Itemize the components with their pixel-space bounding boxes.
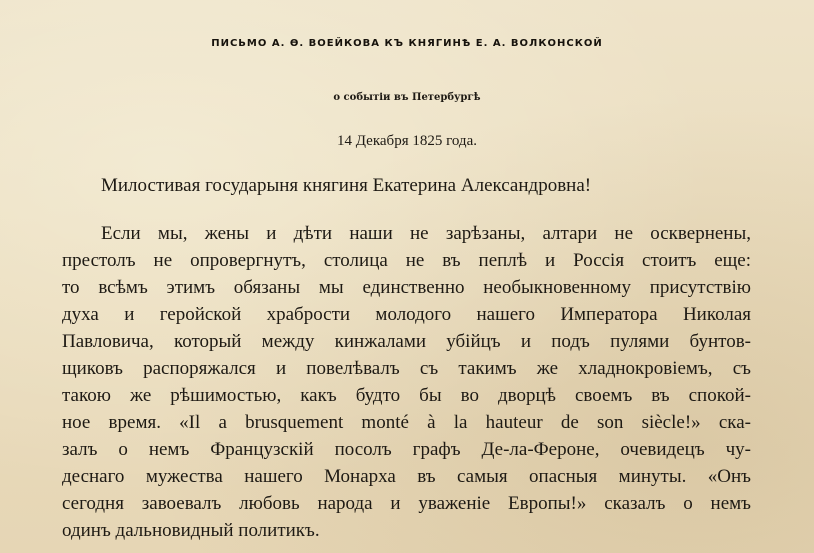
- body-line: залъ о немъ Французскій посолъ графъ Де-ла-Фероне, очевидецъ чу-: [62, 439, 751, 460]
- body-line: одинъ дальновидный политикъ.: [62, 520, 320, 541]
- body-line: щиковъ распоряжался и повелѣвалъ съ такимъ же хладнокровіемъ, съ: [62, 358, 751, 379]
- letter-date: 14 Декабря 1825 года.: [337, 133, 477, 149]
- letter-subtitle: о событіи въ Петербургѣ: [333, 92, 481, 103]
- body-line: деснаго мужества нашего Монарха въ самыя опасныя минуты. «Онъ: [62, 466, 751, 487]
- body-line: то всѣмъ этимъ обязаны мы единственно необыкновенному присутствію: [62, 277, 751, 298]
- body-line: Если мы, жены и дѣти наши не зарѣзаны, алтари не осквернены,: [101, 223, 751, 244]
- body-line: такою же рѣшимостью, какъ будто бы во дворцѣ своемъ въ спокой-: [62, 385, 751, 406]
- body-line: Павловича, который между кинжалами убійцъ и подъ пулями бунтов-: [62, 331, 751, 352]
- body-line: ное время. «Il a brusquement monté à la hauteur de son siècle!» ска-: [62, 412, 751, 433]
- letter-greeting: Милостивая государыня княгиня Екатерина Александровна!: [101, 175, 592, 196]
- body-line: престолъ не опровергнутъ, столица не въ пеплѣ и Россія стоитъ еще:: [62, 250, 751, 271]
- letter-title: ПИСЬМО А. Ѳ. ВОЕЙКОВА КЪ КНЯГИНѢ Е. А. ВОЛКОНСКОЙ: [211, 38, 603, 49]
- body-line: духа и геройской храбрости молодого нашего Императора Николая: [62, 304, 751, 325]
- body-line: сегодня завоевалъ любовь народа и уваженіе Европы!» сказалъ о немъ: [62, 493, 751, 514]
